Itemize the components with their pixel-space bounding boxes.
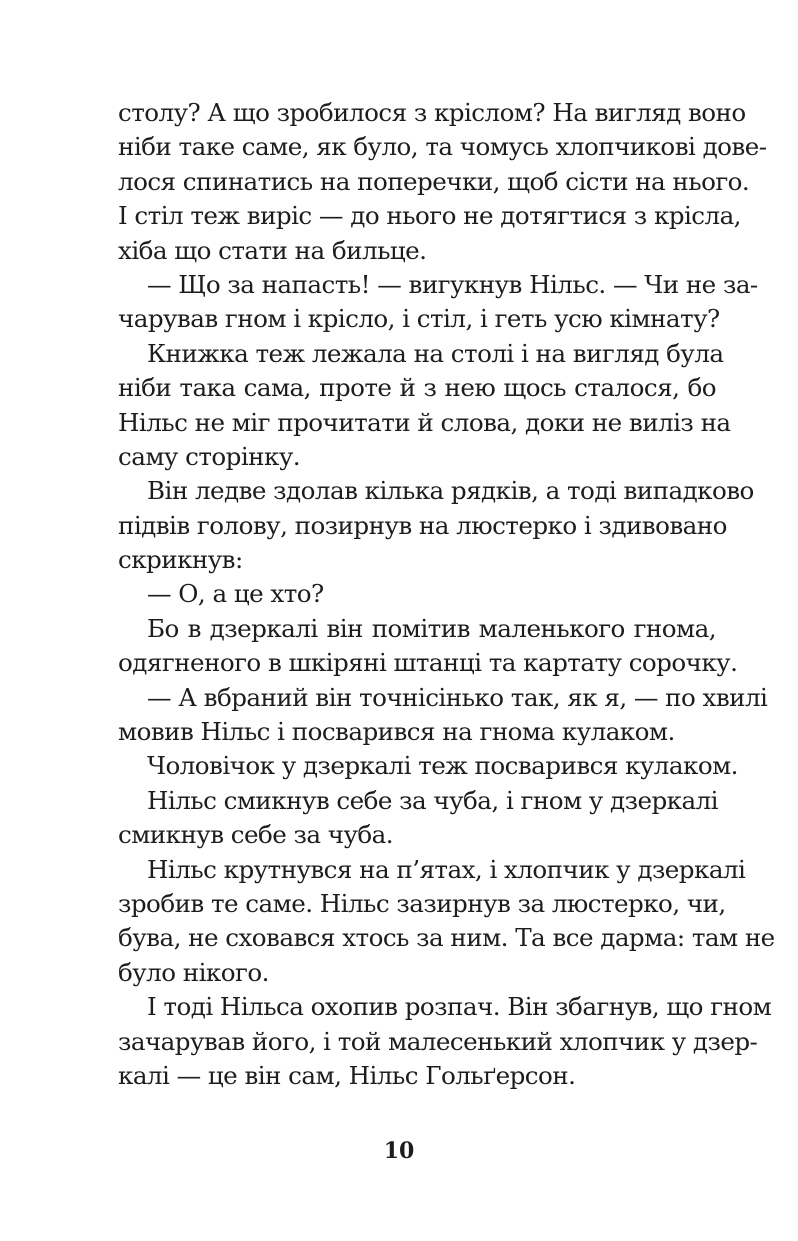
text-line: саму сторінку. bbox=[118, 441, 301, 471]
text-line: Нільс крутнувся на п’ятах, і хлопчик у дзеркалі bbox=[147, 854, 746, 884]
text-line: Нільс не міг прочитати й слова, доки не виліз на bbox=[118, 407, 731, 437]
text-line: І стіл теж виріс — до нього не дотягтися з крісла, bbox=[118, 201, 741, 231]
text-line: — О, а це хто? bbox=[147, 579, 324, 609]
paragraph bbox=[118, 990, 772, 1093]
text-line: бува, не сховався хтось за ним. Та все дарма: там не bbox=[118, 923, 775, 953]
text-line: — А вбраний він точнісінько так, як я, — по хвилі bbox=[147, 682, 768, 712]
text-line: столу? А що зробилося з кріслом? На вигляд воно bbox=[118, 98, 746, 127]
paragraph bbox=[118, 749, 738, 783]
text-line: ніби така сама, проте й з нею щось сталося, бо bbox=[118, 373, 716, 403]
paragraph bbox=[118, 853, 775, 991]
paragraph bbox=[118, 681, 768, 750]
text-line: зробив те саме. Нільс зазирнув за люстерко, чи, bbox=[118, 888, 726, 918]
text-line: хіба що стати на бильце. bbox=[118, 235, 427, 265]
text-line: Книжка теж лежала на столі і на вигляд була bbox=[147, 338, 724, 368]
page-number: 10 bbox=[383, 1138, 415, 1164]
text-line: Чоловічок у дзеркалі теж посварився кулаком. bbox=[147, 751, 738, 781]
text-line: І тоді Нільса охопив розпач. Він збагнув, що гном bbox=[147, 992, 772, 1022]
paragraph bbox=[118, 577, 716, 611]
text-line: Нільс смикнув себе за чуба, і гном у дзеркалі bbox=[147, 785, 718, 815]
text-line: підвів голову, позирнув на люстерко і здивовано bbox=[118, 510, 727, 540]
paragraph bbox=[118, 96, 767, 268]
text-line: одягненого в шкіряні штанці та картату сорочку. bbox=[118, 648, 738, 678]
text-line: Бо в дзеркалі він помітив маленького гнома, bbox=[147, 613, 716, 643]
text-line: зачарував його, і той малесенький хлопчик у дзер- bbox=[118, 1026, 758, 1056]
text-line: чарував гном і крісло, і стіл, і геть усю кімнату? bbox=[118, 304, 720, 334]
text-line: ніби таке саме, як було, та чомусь хлопчикові дове- bbox=[118, 132, 767, 162]
paragraph bbox=[118, 337, 731, 475]
text-line: мовив Нільс і посварився на гнома кулаком. bbox=[118, 717, 675, 747]
text-line: скрикнув: bbox=[118, 545, 243, 575]
text-line: — Що за напасть! — вигукнув Нільс. — Чи не за- bbox=[147, 269, 758, 299]
text-line: калі — це він сам, Нільс Гольґерсон. bbox=[118, 1060, 576, 1090]
text-line: лося спинатись на поперечки, щоб сісти на нього. bbox=[118, 166, 750, 196]
paragraph bbox=[118, 268, 758, 337]
text-line: було нікого. bbox=[118, 957, 269, 987]
paragraph bbox=[118, 784, 716, 853]
text-line: смикнув себе за чуба. bbox=[118, 820, 394, 850]
paragraph bbox=[118, 474, 754, 577]
text-line: Він ледве здолав кілька рядків, а тоді випадково bbox=[147, 476, 754, 506]
paragraph bbox=[118, 612, 738, 681]
page-text bbox=[118, 96, 775, 1093]
